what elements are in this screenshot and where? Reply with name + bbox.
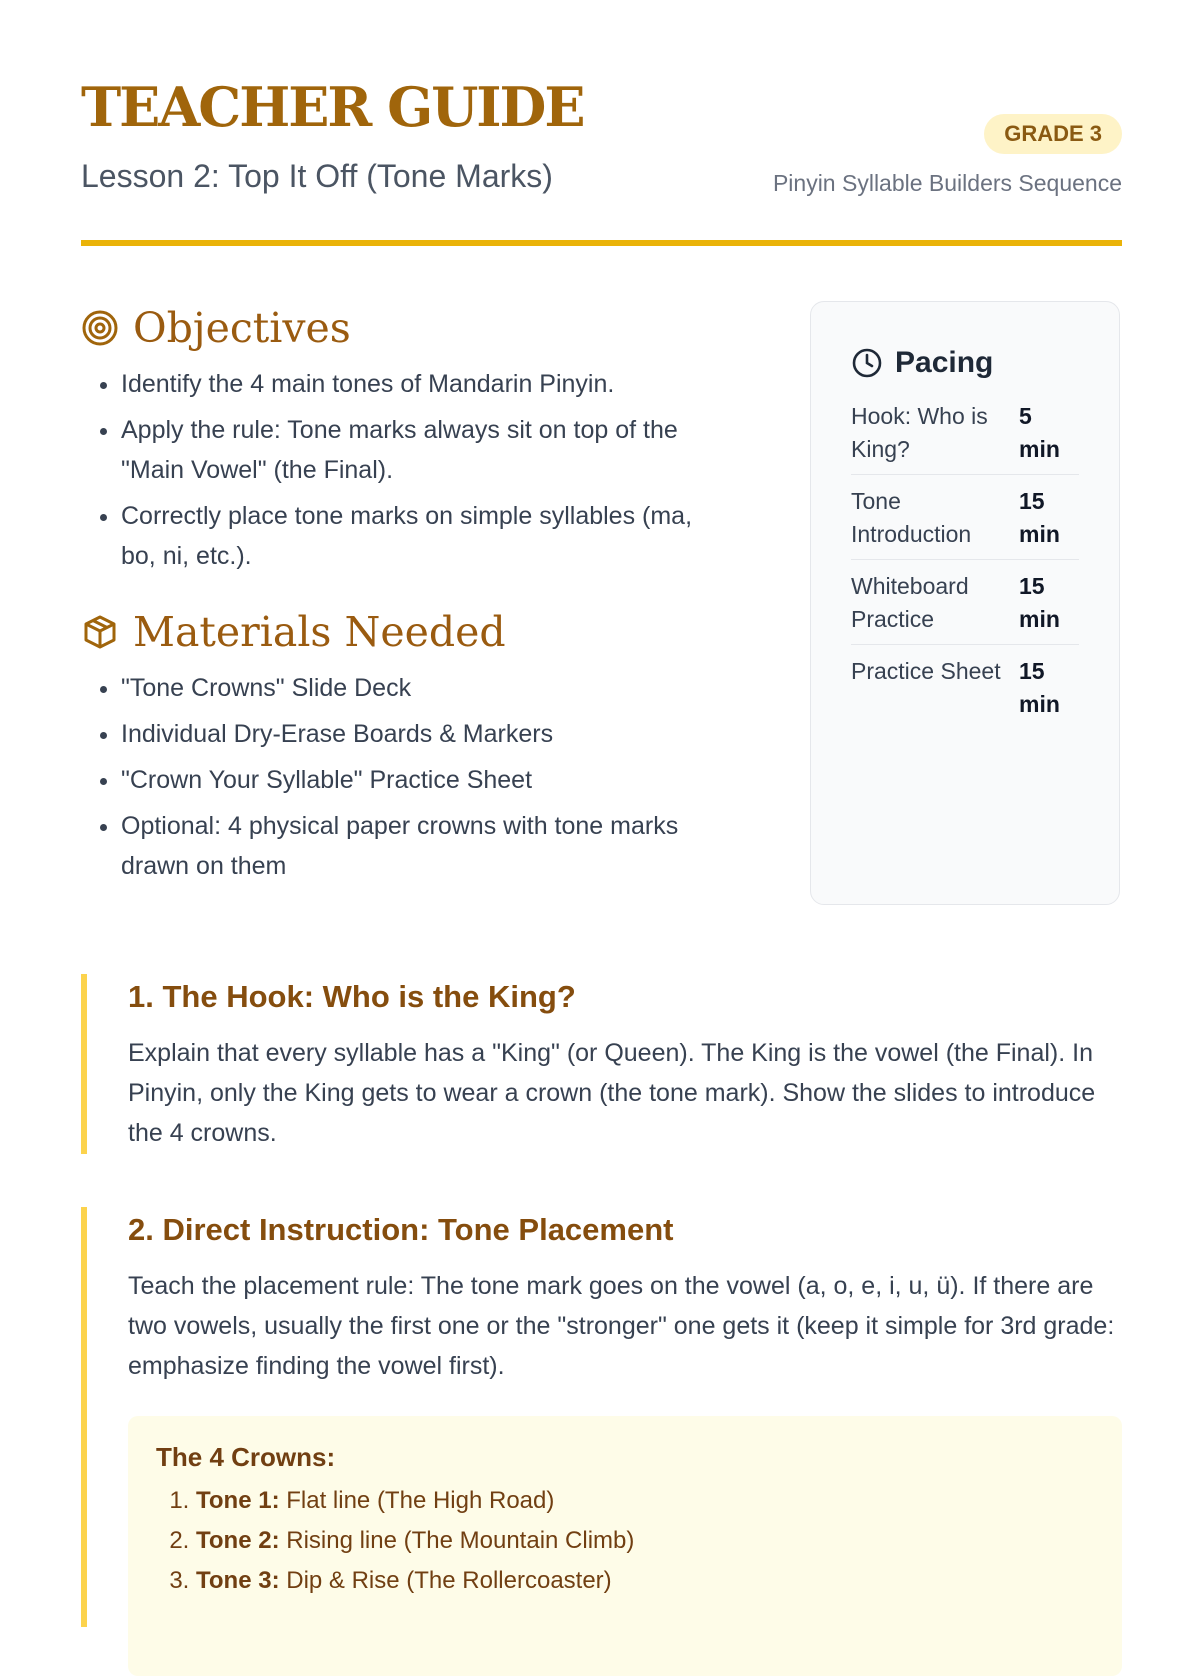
tone-description: Flat line (The High Road) xyxy=(286,1487,555,1515)
step-hook xyxy=(81,974,1122,1154)
tone-label: Tone 2: xyxy=(196,1527,280,1555)
list-item: • Optional: 4 physical paper crowns with tone marks drawn on them xyxy=(121,806,721,886)
step-title: 1. The Hook: Who is the King? xyxy=(128,979,576,1014)
pacing-row xyxy=(851,475,1079,560)
header xyxy=(81,0,1122,248)
tone-description: Rising line (The Mountain Climb) xyxy=(286,1527,635,1555)
box-icon xyxy=(81,613,119,651)
step-body: Teach the placement rule: The tone mark goes on the vowel (a, o, e, i, u, ü). If there are two vowels, usually the first one or the "stronger" one gets it (keep it simple for 3rd grade: emphasize finding the vowel first). xyxy=(128,1272,1115,1381)
list-item: • "Crown Your Syllable" Practice Sheet xyxy=(121,760,721,800)
pacing-card xyxy=(810,301,1120,905)
header-divider xyxy=(81,240,1122,246)
step-direct-instruction xyxy=(81,1207,1122,1627)
pacing-row xyxy=(851,560,1079,645)
step-body: Explain that every syllable has a "King" (or Queen). The King is the vowel (the Final). In Pinyin, only the King gets to wear a crown (the tone mark). Show the slides to introduce the 4 crowns. xyxy=(128,1039,1096,1148)
list-item: • Correctly place tone marks on simple syllables (ma, bo, ni, etc.). xyxy=(121,496,721,576)
page-title: TEACHER GUIDE xyxy=(81,75,584,139)
pacing-label: Hook: Who is King? xyxy=(851,403,988,462)
list-item: • Individual Dry-Erase Boards & Markers xyxy=(121,714,721,754)
sequence-label: Pinyin Syllable Builders Sequence xyxy=(772,170,1122,196)
tone-label: Tone 3: xyxy=(196,1567,280,1595)
pacing-row xyxy=(851,645,1079,729)
step-title: 2. Direct Instruction: Tone Placement xyxy=(128,1212,674,1247)
materials-heading-text: Materials Needed xyxy=(133,608,506,656)
clock-icon xyxy=(851,347,883,379)
left-column xyxy=(81,300,721,892)
list-item xyxy=(196,1481,1094,1521)
list-item: • Identify the 4 main tones of Mandarin Pinyin. xyxy=(121,364,721,404)
pacing-heading xyxy=(851,346,1079,380)
grade-badge: GRADE 3 xyxy=(984,114,1122,154)
crowns-callout xyxy=(128,1416,1122,1676)
materials-list xyxy=(81,668,721,886)
objectives-list xyxy=(81,364,721,576)
crowns-title: The 4 Crowns: xyxy=(156,1442,336,1473)
teacher-guide-page xyxy=(81,0,1122,1595)
list-item xyxy=(196,1521,1094,1561)
pacing-heading-text: Pacing xyxy=(895,346,994,379)
lesson-subtitle: Lesson 2: Top It Off (Tone Marks) xyxy=(81,158,553,194)
tone-label: Tone 1: xyxy=(196,1487,280,1515)
crowns-list xyxy=(156,1481,1094,1601)
pacing-time: 15 min xyxy=(1019,658,1060,717)
pacing-time: 5 min xyxy=(1019,403,1060,462)
list-item: • Apply the rule: Tone marks always sit on top of the "Main Vowel" (the Final). xyxy=(121,410,721,490)
materials-heading xyxy=(81,604,721,660)
pacing-label: Practice Sheet xyxy=(851,658,1001,684)
pacing-label: Tone Introduction xyxy=(851,488,972,547)
list-item xyxy=(196,1561,1094,1601)
materials-section xyxy=(81,604,721,886)
objectives-section xyxy=(81,300,721,576)
pacing-label: Whiteboard Practice xyxy=(851,573,969,632)
target-icon xyxy=(81,309,119,347)
tone-description: Dip & Rise (The Rollercoaster) xyxy=(286,1567,612,1595)
pacing-time: 15 min xyxy=(1019,573,1060,632)
list-item: • "Tone Crowns" Slide Deck xyxy=(121,668,721,708)
objectives-heading-text: Objectives xyxy=(133,304,351,352)
objectives-heading xyxy=(81,300,721,356)
pacing-time: 15 min xyxy=(1019,488,1060,547)
pacing-row xyxy=(851,390,1079,475)
